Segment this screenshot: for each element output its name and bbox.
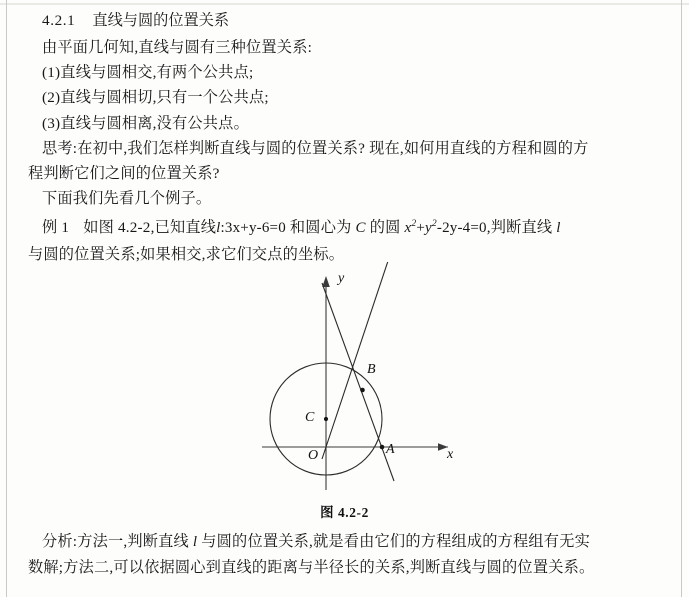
circle-eq-plus: + <box>416 220 426 237</box>
circle-eq-rest: -2y-4=0 <box>436 220 487 237</box>
analysis-text-b: 与圆的位置关系,就是看由它们的方程组成的方程组有无实 <box>201 533 590 550</box>
coordinate-diagram <box>0 262 689 502</box>
point-a-dot <box>380 445 385 450</box>
example-label: 例 1 <box>42 219 70 237</box>
analysis-line-symbol: l <box>192 534 198 550</box>
lead-paragraph: 下面我们先看几个例子。 <box>42 190 212 208</box>
section-number: 4.2.1 <box>42 12 76 29</box>
analysis-line-1 <box>28 529 676 555</box>
line-l-extension <box>322 283 394 481</box>
figure-caption: 图 4.2-2 <box>320 505 369 520</box>
example-text-d: ,判断直线 <box>486 219 553 237</box>
circle-eq-y: y <box>425 220 432 237</box>
origin-label: O <box>308 448 319 463</box>
example-line-1 <box>28 211 668 241</box>
axis-label-x: x <box>447 447 454 462</box>
text-column <box>28 8 668 267</box>
line-symbol: l <box>216 220 221 237</box>
page-edge-top <box>0 3 689 5</box>
example-line-2: 与圆的位置关系;如果相交,求它们交点的坐标。 <box>28 245 345 263</box>
circle-eq-exp-2: 2 <box>431 218 437 230</box>
section-heading <box>28 8 668 34</box>
list-item-2: (2)直线与圆相切,只有一个公共点; <box>42 89 269 107</box>
circle-eq-exp-1: 2 <box>411 218 417 230</box>
example-text-c: 的圆 <box>369 219 401 237</box>
section-title: 直线与圆的位置关系 <box>92 12 230 29</box>
example-text-b: 和圆心为 <box>289 219 352 237</box>
circle-eq-x: x <box>404 220 412 237</box>
point-b-label: B <box>367 362 376 377</box>
line-symbol-2: l <box>556 220 561 237</box>
axis-label-y: y <box>338 271 345 286</box>
point-a-label: A <box>386 442 395 457</box>
paragraph-intro: 由平面几何知,直线与圆有三种位置关系: <box>42 39 313 56</box>
analysis-text-a: 分析:方法一,判断直线 <box>42 533 189 550</box>
figure-4-2-2 <box>0 262 689 524</box>
center-symbol: C <box>355 220 366 237</box>
line-equation: :3x+y-6=0 <box>220 220 286 237</box>
analysis-line-2: 数解;方法二,可以依据圆心到直线的距离与半径长的关系,判断直线与圆的位置关系。 <box>28 559 595 577</box>
point-c-dot <box>324 417 328 421</box>
think-paragraph-line-1: 思考:在初中,我们怎样判断直线与圆的位置关系? 现在,如何用直线的方程和圆的方 <box>42 139 589 157</box>
think-paragraph-line-2: 程判断它们之间的位置关系? <box>28 165 220 183</box>
analysis-block <box>28 529 676 580</box>
list-item-3: (3)直线与圆相离,没有公共点。 <box>42 114 249 132</box>
center-label: C <box>305 410 315 425</box>
list-item-1: (1)直线与圆相交,有两个公共点; <box>42 64 254 82</box>
line-l <box>322 262 396 459</box>
point-b-dot <box>360 388 365 393</box>
example-text-a: 如图 4.2-2,已知直线 <box>83 219 217 237</box>
